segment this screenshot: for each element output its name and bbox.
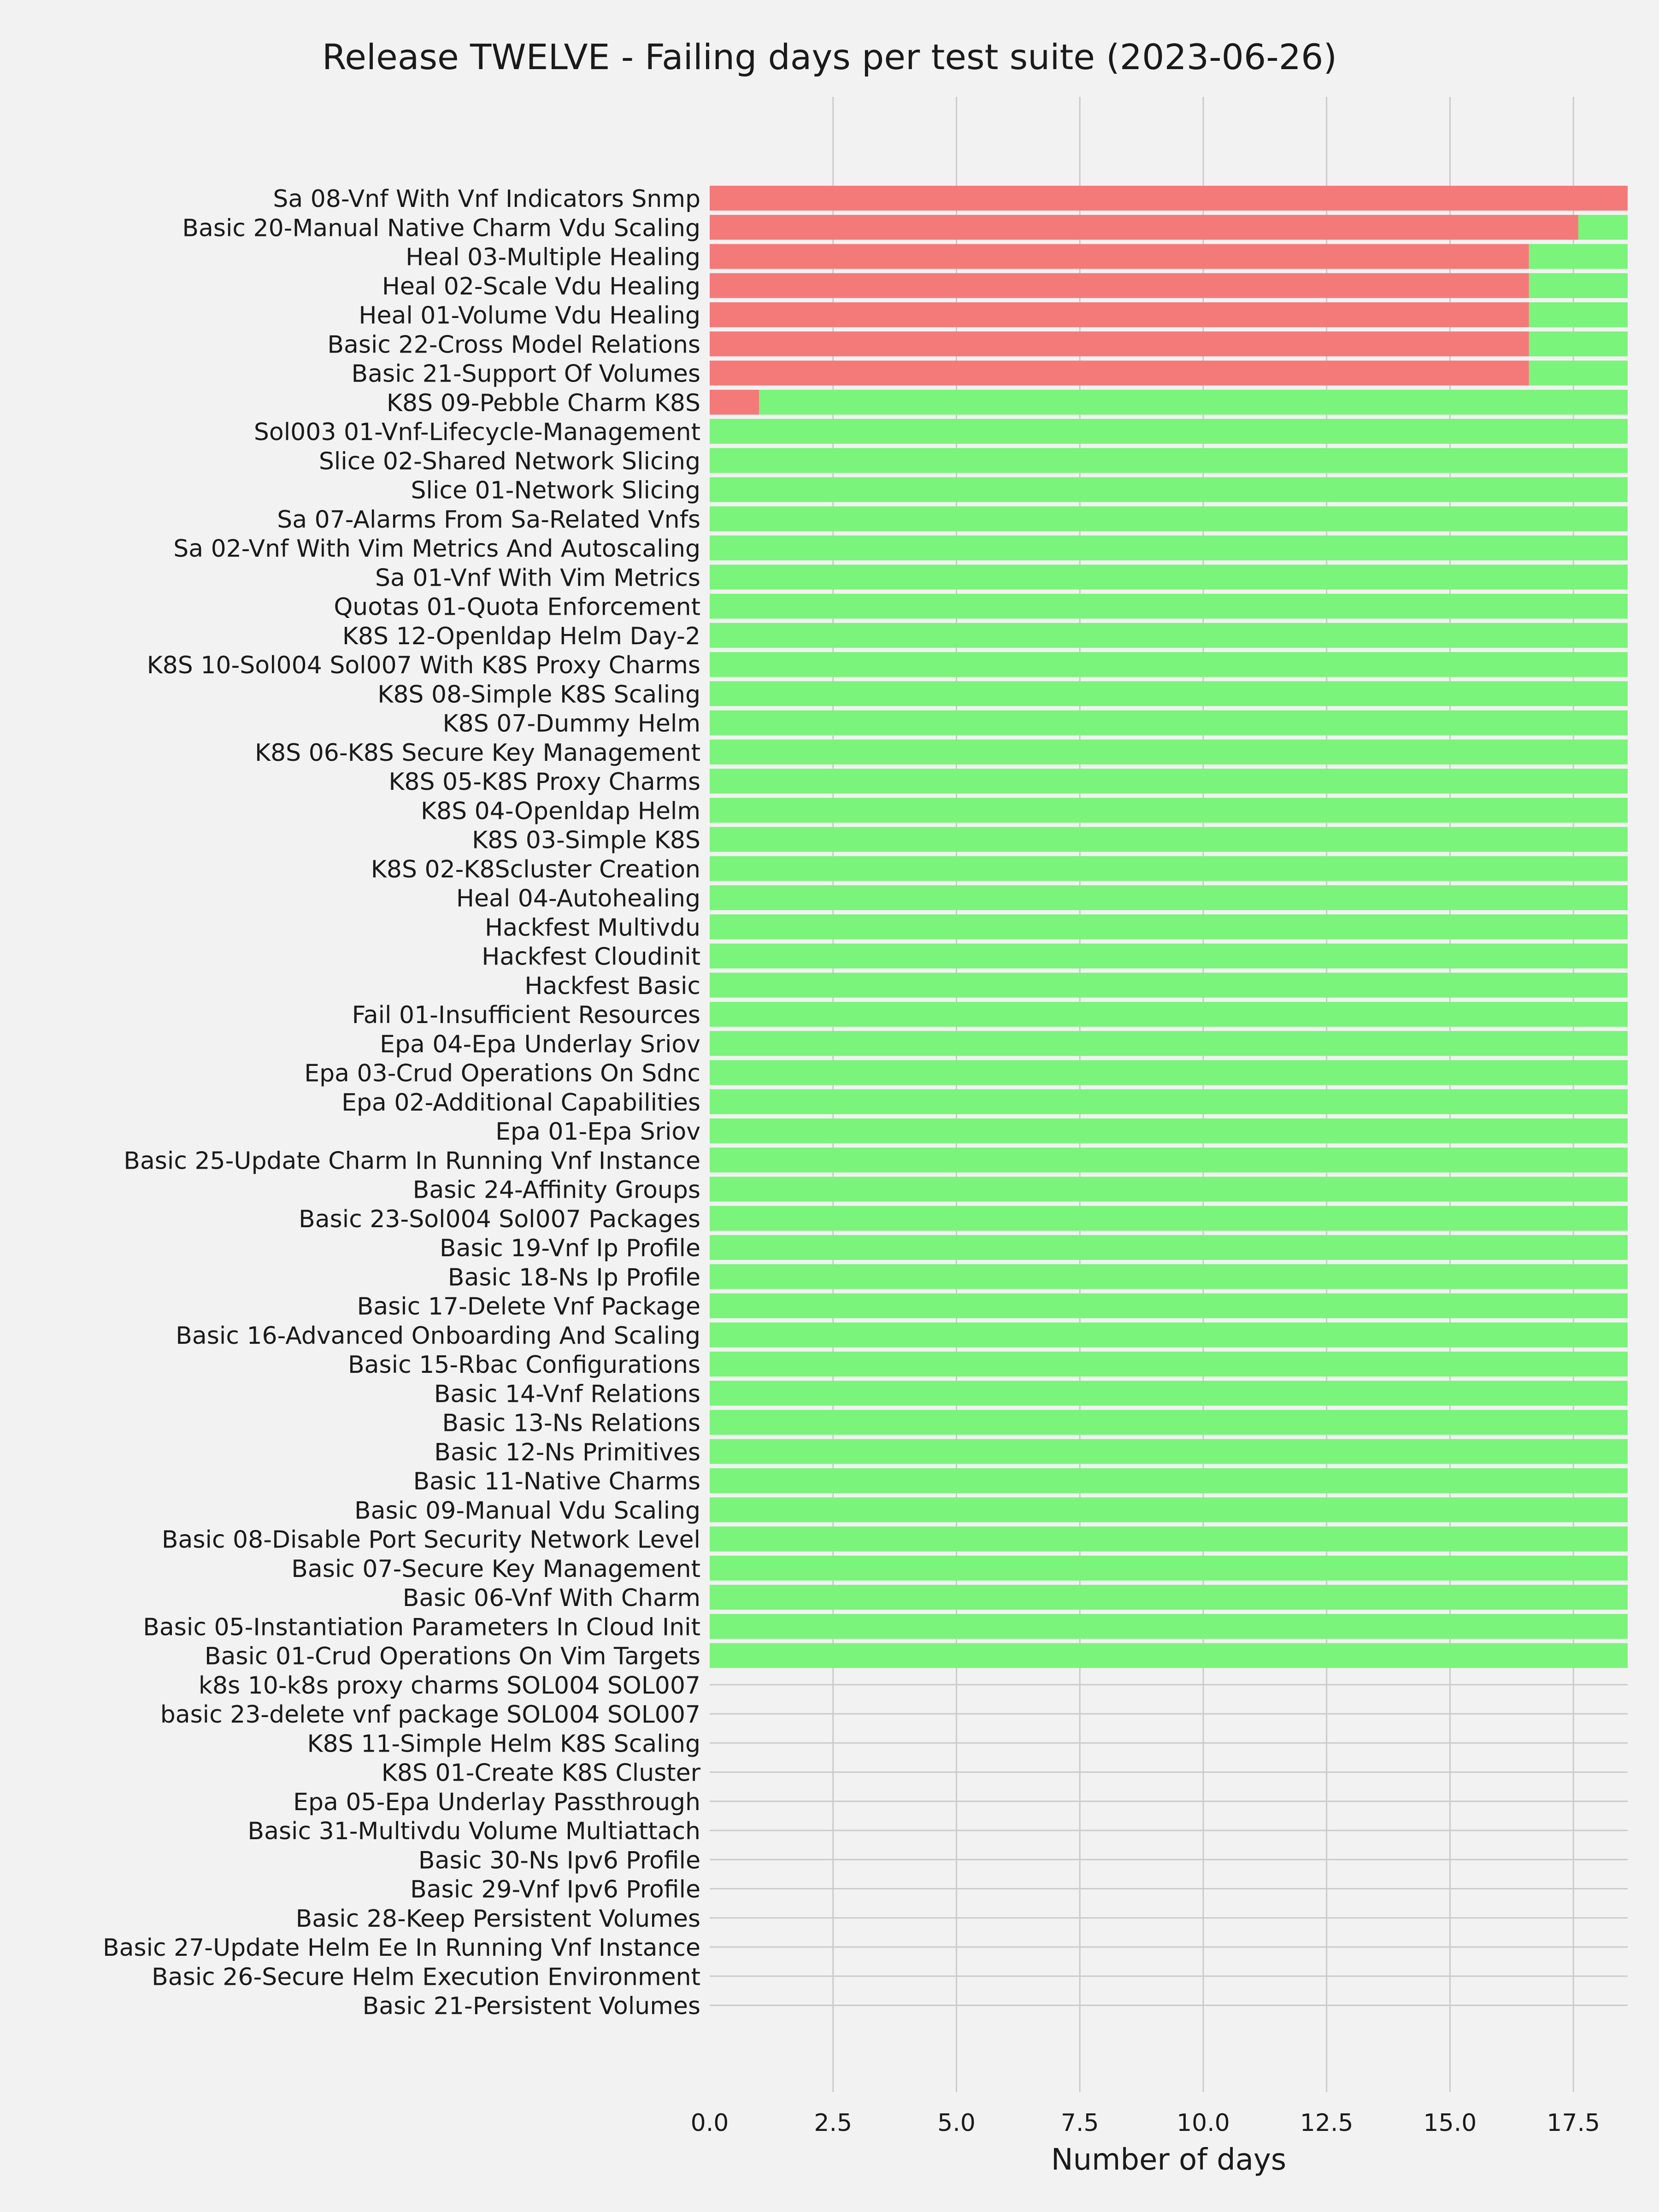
bar-passing: [710, 1497, 1628, 1522]
y-tick-label: K8S 06-K8S Secure Key Management: [254, 739, 700, 767]
y-tick-label: K8S 02-K8Scluster Creation: [371, 855, 700, 883]
y-tick-label: basic 23-delete vnf package SOL004 SOL007: [160, 1701, 700, 1729]
bar-passing: [710, 419, 1628, 444]
bar-passing: [710, 1468, 1628, 1493]
bar-passing: [710, 1439, 1628, 1464]
y-tick-label: Basic 25-Update Charm In Running Vnf Instance: [124, 1147, 700, 1175]
y-tick-label: Epa 01-Epa Sriov: [495, 1118, 700, 1146]
y-tick-label: K8S 12-Openldap Helm Day-2: [342, 622, 700, 650]
y-tick-label: Fail 01-Insufficient Resources: [352, 1001, 700, 1029]
y-tick-label: Sol003 01-Vnf-Lifecycle-Management: [253, 418, 700, 446]
bar-passing: [1529, 361, 1628, 386]
bar-passing: [710, 623, 1628, 648]
bar-passing: [710, 1002, 1628, 1027]
y-tick-label: Basic 01-Crud Operations On Vim Targets: [204, 1642, 700, 1671]
bar-passing: [710, 652, 1628, 677]
bar-failing: [710, 390, 759, 415]
y-tick-label: Basic 13-Ns Relations: [442, 1409, 700, 1437]
bar-passing: [710, 1177, 1628, 1202]
y-tick-label: Basic 26-Secure Helm Execution Environment: [152, 1963, 700, 1991]
bar-passing: [710, 1264, 1628, 1289]
y-tick-label: Basic 16-Advanced Onboarding And Scaling: [176, 1322, 700, 1350]
y-tick-label: Hackfest Cloudinit: [482, 943, 700, 971]
bar-passing: [710, 535, 1628, 560]
x-tick-label: 10.0: [1177, 2109, 1230, 2137]
y-tick-label: Heal 03-Multiple Healing: [406, 243, 700, 271]
y-tick-label: Hackfest Basic: [524, 972, 700, 1000]
bar-passing: [1529, 331, 1628, 356]
y-tick-label: Basic 31-Multivdu Volume Multiattach: [247, 1818, 700, 1845]
bar-failing: [710, 244, 1529, 269]
bar-passing: [1529, 273, 1628, 298]
x-tick-label: 12.5: [1300, 2109, 1353, 2137]
y-tick-label: K8S 09-Pebble Charm K8S: [386, 389, 700, 417]
y-tick-label: Basic 29-Vnf Ipv6 Profile: [410, 1876, 700, 1904]
y-tick-label: Slice 01-Network Slicing: [411, 477, 700, 505]
y-tick-label: K8S 05-K8S Proxy Charms: [388, 768, 700, 796]
bar-passing: [710, 1527, 1628, 1552]
bar-failing: [710, 361, 1529, 386]
y-tick-label: Basic 18-Ns Ip Profile: [447, 1264, 700, 1292]
bar-passing: [710, 1643, 1628, 1668]
bar-passing: [710, 565, 1628, 589]
y-tick-label: K8S 08-Simple K8S Scaling: [377, 681, 700, 709]
y-tick-label: Basic 17-Delete Vnf Package: [357, 1293, 700, 1321]
y-tick-label: Basic 28-Keep Persistent Volumes: [295, 1905, 700, 1933]
y-tick-label: Sa 07-Alarms From Sa-Related Vnfs: [277, 506, 700, 534]
bar-failing: [710, 215, 1578, 240]
bar-passing: [710, 798, 1628, 823]
y-tick-label: K8S 11-Simple Helm K8S Scaling: [307, 1730, 700, 1758]
bars: [710, 186, 1628, 1668]
bar-passing: [710, 1235, 1628, 1260]
y-tick-label: Basic 24-Affinity Groups: [412, 1176, 700, 1204]
bar-passing: [710, 827, 1628, 852]
y-tick-label: Quotas 01-Quota Enforcement: [334, 593, 700, 621]
x-tick-label: 2.5: [814, 2109, 853, 2137]
bar-passing: [710, 973, 1628, 998]
bar-passing: [710, 1031, 1628, 1056]
bar-passing: [710, 856, 1628, 881]
bar-passing: [710, 1585, 1628, 1610]
bar-passing: [710, 711, 1628, 735]
y-tick-label: Basic 11-Native Charms: [413, 1468, 700, 1495]
bar-failing: [710, 331, 1529, 356]
y-tick-label: Slice 02-Shared Network Slicing: [318, 447, 700, 476]
y-tick-label: Basic 15-Rbac Configurations: [348, 1351, 700, 1379]
bar-passing: [710, 1060, 1628, 1085]
bar-passing: [710, 1206, 1628, 1231]
bar-passing: [710, 1410, 1628, 1435]
bar-failing: [710, 302, 1529, 327]
y-tick-label: K8S 04-Openldap Helm: [420, 797, 700, 825]
y-tick-label: Basic 06-Vnf With Charm: [402, 1584, 700, 1612]
bar-passing: [710, 1323, 1628, 1347]
x-tick-label: 17.5: [1547, 2109, 1600, 2137]
y-tick-label: Basic 09-Manual Vdu Scaling: [354, 1497, 700, 1525]
bar-passing: [710, 448, 1628, 473]
y-tick-label: Sa 08-Vnf With Vnf Indicators Snmp: [273, 185, 700, 213]
bar-passing: [710, 1118, 1628, 1143]
y-tick-label: Heal 01-Volume Vdu Healing: [359, 302, 700, 329]
bar-passing: [710, 1352, 1628, 1377]
y-tick-label: Basic 21-Persistent Volumes: [362, 1992, 700, 2020]
bar-passing: [710, 1381, 1628, 1406]
y-tick-label: Basic 12-Ns Primitives: [434, 1438, 700, 1466]
y-tick-label: Sa 01-Vnf With Vim Metrics: [375, 564, 700, 592]
y-tick-label: Epa 05-Epa Underlay Passthrough: [293, 1788, 700, 1816]
bar-passing: [1529, 302, 1628, 327]
bar-passing: [710, 769, 1628, 794]
chart-title: Release TWELVE - Failing days per test suite (2023-06-26): [322, 36, 1337, 77]
x-tick-label: 0.0: [690, 2109, 729, 2137]
y-tick-label: Sa 02-Vnf With Vim Metrics And Autoscaling: [173, 535, 700, 563]
bar-passing: [1578, 215, 1628, 240]
y-tick-label: K8S 03-Simple K8S: [472, 826, 700, 854]
bar-passing: [710, 506, 1628, 531]
y-tick-label: K8S 10-Sol004 Sol007 With K8S Proxy Charms: [147, 652, 700, 679]
y-tick-label: Basic 08-Disable Port Security Network Level: [161, 1526, 700, 1554]
bar-failing: [710, 273, 1529, 298]
y-tick-label: Epa 02-Additional Capabilities: [341, 1088, 700, 1117]
bar-passing: [710, 681, 1628, 706]
bar-passing: [710, 885, 1628, 910]
bar-passing: [710, 944, 1628, 969]
y-tick-label: k8s 10-k8s proxy charms SOL004 SOL007: [198, 1671, 700, 1700]
bar-failing: [710, 186, 1628, 211]
bar-passing: [710, 1089, 1628, 1114]
bar-passing: [710, 477, 1628, 502]
y-tick-label: Hackfest Multivdu: [485, 914, 700, 942]
y-tick-label: Heal 02-Scale Vdu Healing: [382, 272, 700, 300]
y-tick-label: Heal 04-Autohealing: [456, 885, 700, 912]
y-tick-label: K8S 01-Create K8S Cluster: [381, 1759, 700, 1787]
bar-passing: [710, 594, 1628, 619]
x-axis-label: Number of days: [1051, 2143, 1287, 2177]
y-tick-label: Basic 27-Update Helm Ee In Running Vnf Instance: [102, 1934, 700, 1962]
x-tick-label: 5.0: [937, 2109, 976, 2137]
bar-passing: [710, 1614, 1628, 1639]
x-tick-label: 7.5: [1060, 2109, 1099, 2137]
y-tick-label: Basic 23-Sol004 Sol007 Packages: [299, 1205, 700, 1233]
bar-passing: [710, 914, 1628, 939]
bar-passing: [710, 1556, 1628, 1581]
y-tick-label: Basic 07-Secure Key Management: [291, 1555, 700, 1583]
bar-passing: [759, 390, 1628, 415]
y-tick-label: Basic 19-Vnf Ip Profile: [439, 1235, 700, 1262]
y-tick-label: Basic 05-Instantiation Parameters In Cloud Init: [143, 1613, 700, 1641]
y-tick-label: Basic 22-Cross Model Relations: [327, 331, 700, 359]
bar-passing: [710, 1294, 1628, 1318]
y-tick-label: Basic 20-Manual Native Charm Vdu Scaling: [182, 214, 700, 242]
y-tick-label: Epa 04-Epa Underlay Sriov: [380, 1030, 700, 1059]
y-tick-label: Basic 14-Vnf Relations: [434, 1380, 700, 1408]
bar-passing: [710, 740, 1628, 765]
y-tick-label: Epa 03-Crud Operations On Sdnc: [304, 1059, 700, 1088]
bar-passing: [1529, 244, 1628, 269]
y-tick-label: K8S 07-Dummy Helm: [442, 710, 700, 738]
y-tick-label: Basic 21-Support Of Volumes: [351, 360, 700, 388]
y-tick-label: Basic 30-Ns Ipv6 Profile: [418, 1847, 700, 1875]
bar-passing: [710, 1147, 1628, 1172]
x-tick-label: 15.0: [1423, 2109, 1477, 2137]
